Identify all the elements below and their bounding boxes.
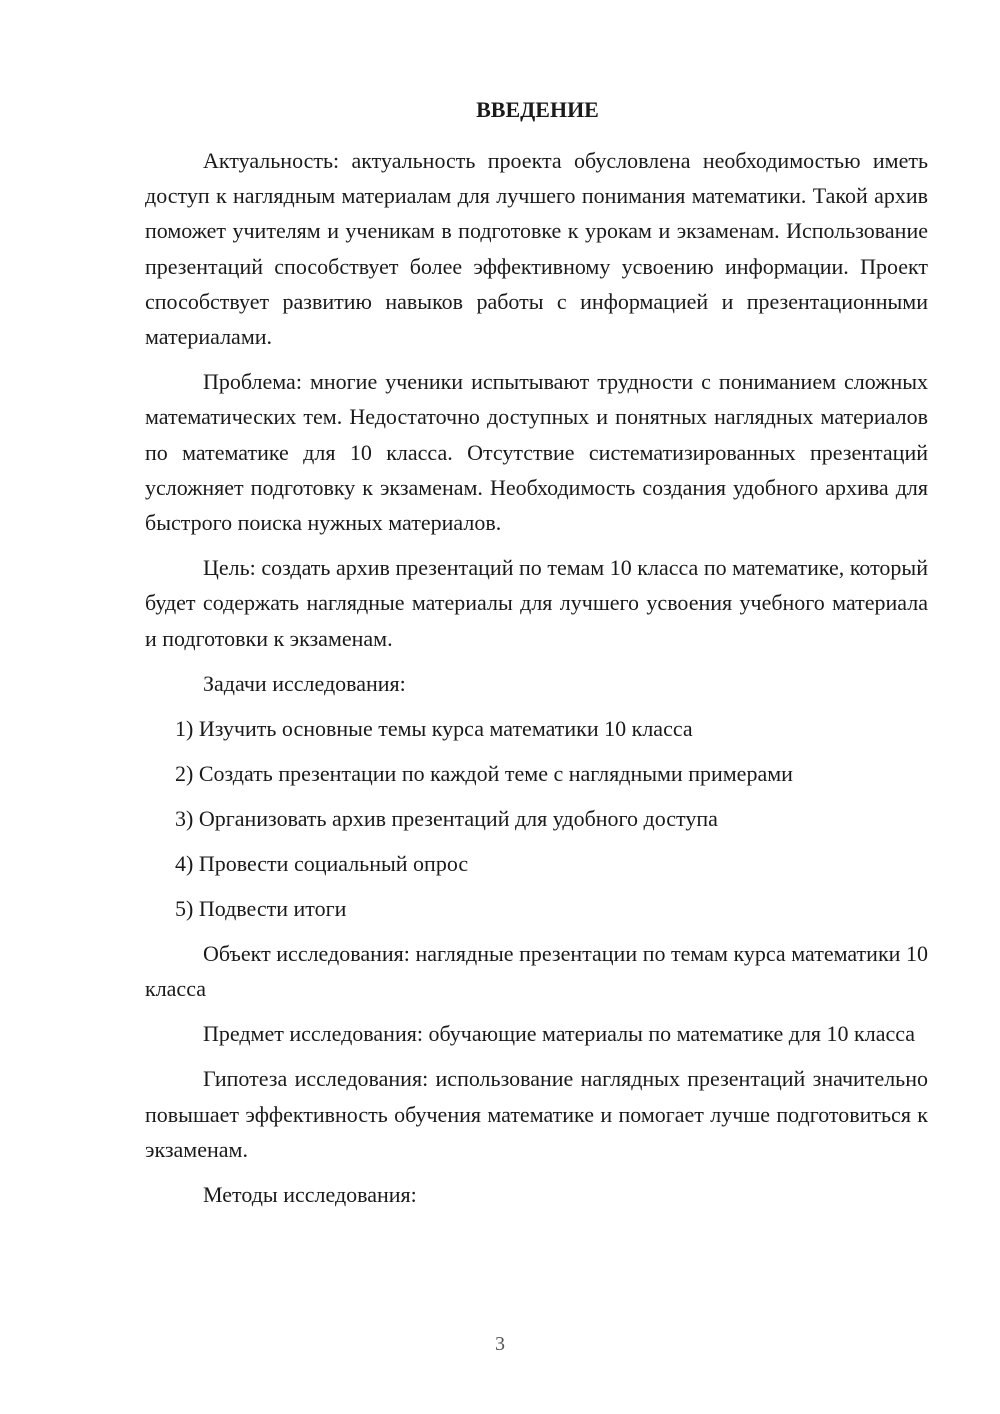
list-item: 1) Изучить основные темы курса математики 10 класса [175, 715, 693, 741]
tasks-list [145, 711, 928, 926]
section-title: ВВЕДЕНИЕ [476, 97, 599, 122]
hypothesis-paragraph: Гипотеза исследования: использование наглядных презентаций значительно повышает эффективность обучения математике и помогает лучше подготовиться к экзаменам. [145, 1066, 928, 1162]
list-item: 4) Провести социальный опрос [175, 850, 469, 876]
relevance-paragraph: Актуальность: актуальность проекта обусловлена необходимостью иметь доступ к наглядным материалам для лучшего понимания математики. Такой архив поможет учителям и ученикам в подготовке к урокам и экзаменам. Использование презентаций способствует более эффективному усвоению информации. Проект способствует развитию навыков работы с информацией и презентационными материалами. [145, 148, 928, 350]
list-item: 5) Подвести итоги [175, 895, 347, 921]
document-page [145, 92, 928, 1222]
list-item: 2) Создать презентации по каждой теме с наглядными примерами [175, 760, 793, 786]
goal-paragraph: Цель: создать архив презентаций по темам 10 класса по математике, который будет содержать наглядные материалы для лучшего усвоения учебного материала и подготовки к экзаменам. [145, 555, 928, 651]
object-paragraph: Объект исследования: наглядные презентации по темам курса математики 10 класса [145, 940, 928, 1002]
subject-paragraph: Предмет исследования: обучающие материалы по математике для 10 класса [203, 1021, 916, 1047]
methods-heading: Методы исследования: [203, 1182, 417, 1208]
page-number: 3 [495, 1333, 505, 1355]
list-item: 3) Организовать архив презентаций для удобного доступа [175, 805, 718, 831]
tasks-heading: Задачи исследования: [203, 670, 406, 696]
problem-paragraph: Проблема: многие ученики испытывают трудности с пониманием сложных математических тем. Недостаточно доступных и понятных наглядных материалов по математике для 10 класса. Отсутствие систематизированных презентаций усложняет подготовку к экзаменам. Необходимость создания удобного архива для быстрого поиска нужных материалов. [145, 369, 928, 536]
